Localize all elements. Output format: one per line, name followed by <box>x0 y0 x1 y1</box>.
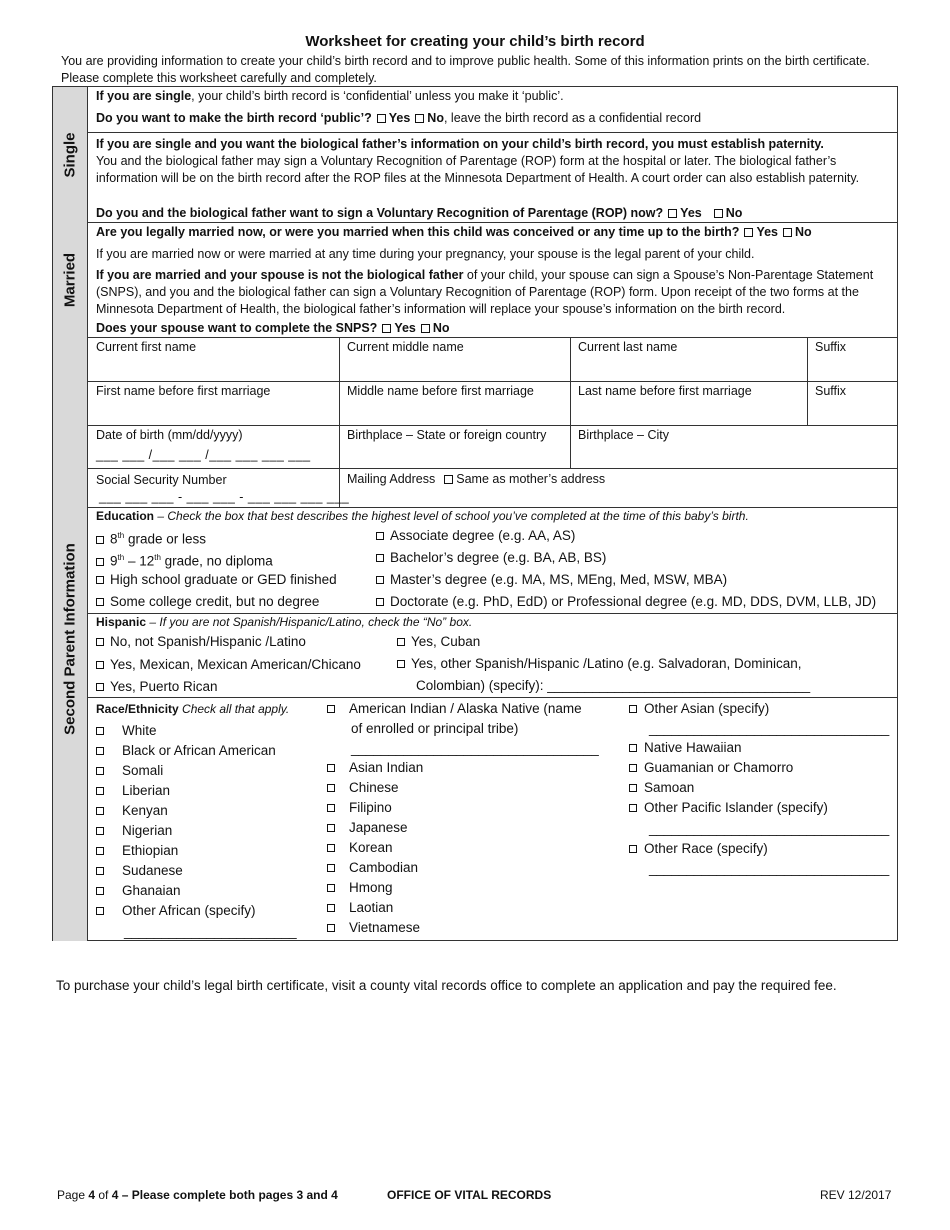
hispanic-option[interactable]: Yes, Puerto Rican <box>96 678 218 695</box>
race-option[interactable]: Cambodian <box>327 859 418 876</box>
rop-yes-checkbox[interactable] <box>668 209 677 218</box>
checkbox[interactable] <box>96 661 104 669</box>
married-no-checkbox[interactable] <box>783 228 792 237</box>
race-option[interactable]: White <box>96 722 157 739</box>
checkbox[interactable] <box>327 804 335 812</box>
race-option[interactable]: Other African (specify) <box>96 902 256 919</box>
race-option[interactable]: Other Race (specify) <box>629 840 768 857</box>
race-option[interactable]: Somali <box>96 762 163 779</box>
hispanic-specify[interactable]: Colombian) (specify): ___________________________________ <box>416 678 811 693</box>
form-frame <box>52 86 898 941</box>
married-legal-parent: If you are married now or were married at any time during your pregnancy, your spouse is the legal parent of your child. <box>96 247 755 261</box>
race-option[interactable]: Chinese <box>327 779 399 796</box>
hispanic-option[interactable]: Yes, Mexican, Mexican American/Chicano <box>96 656 361 673</box>
suffix-before-marriage-field[interactable]: Suffix <box>815 384 847 398</box>
tribe-blank[interactable]: _________________________________ <box>351 741 599 756</box>
checkbox[interactable] <box>96 867 104 875</box>
checkbox[interactable] <box>327 864 335 872</box>
middle-name-before-marriage-field[interactable]: Middle name before first marriage <box>347 384 534 398</box>
current-middle-name-field[interactable]: Current middle name <box>347 340 464 354</box>
snps-yes-checkbox[interactable] <box>382 324 391 333</box>
snps-no-checkbox[interactable] <box>421 324 430 333</box>
checkbox[interactable] <box>96 598 104 606</box>
second-parent-label-text: Second Parent Information <box>61 543 79 735</box>
date-of-birth-blank[interactable]: ___ ___ /___ ___ /___ ___ ___ ___ <box>96 448 311 462</box>
checkbox[interactable] <box>96 807 104 815</box>
checkbox[interactable] <box>327 904 335 912</box>
first-name-before-marriage-field[interactable]: First name before first marriage <box>96 384 271 398</box>
married-section-label <box>53 222 88 338</box>
race-option[interactable]: Nigerian <box>96 822 172 839</box>
checkbox[interactable] <box>397 638 405 646</box>
date-of-birth-field[interactable]: Date of birth (mm/dd/yyyy) <box>96 428 243 442</box>
race-option[interactable]: Guamanian or Chamorro <box>629 759 793 776</box>
mailing-address-field[interactable]: Mailing Address Same as mother’s address <box>347 472 606 486</box>
divider <box>88 697 897 698</box>
checkbox[interactable] <box>96 638 104 646</box>
checkbox[interactable] <box>96 558 104 566</box>
edu-option[interactable]: Doctorate (e.g. PhD, EdD) or Professional degree (e.g. MD, DDS, DVM, LLB, JD) <box>376 593 876 610</box>
race-option[interactable]: Japanese <box>327 819 408 836</box>
edu-option[interactable]: Master’s degree (e.g. MA, MS, MEng, Med, MSW, MBA) <box>376 571 727 588</box>
divider <box>88 132 897 133</box>
ssn-blank[interactable]: ___ ___ ___ - ___ ___ - ___ ___ ___ ___ <box>99 490 350 504</box>
second-parent-section-label <box>53 337 88 941</box>
race-option[interactable]: Native Hawaiian <box>629 739 742 756</box>
race-option[interactable]: Black or African American <box>96 742 276 759</box>
checkbox[interactable] <box>96 536 104 544</box>
checkbox[interactable] <box>96 887 104 895</box>
birthplace-state-field[interactable]: Birthplace – State or foreign country <box>347 428 547 442</box>
other-african-blank[interactable]: _______________________ <box>124 924 297 939</box>
single-public-question: Do you want to make the birth record ‘public’? Yes No, leave the birth record as a confidential record <box>96 111 702 125</box>
single-intro: If you are single, your child’s birth record is ‘confidential’ unless you make it ‘public’. <box>96 89 564 103</box>
checkbox[interactable] <box>96 767 104 775</box>
divider <box>53 222 897 223</box>
race-option[interactable]: American Indian / Alaska Native (name <box>327 700 582 717</box>
hispanic-heading: Hispanic – If you are not Spanish/Hispanic/Latino, check the “No” box. <box>96 615 473 629</box>
checkbox[interactable] <box>96 787 104 795</box>
checkbox[interactable] <box>327 924 335 932</box>
footer-office: OFFICE OF VITAL RECORDS <box>387 1188 552 1202</box>
education-heading: Education – Check the box that best describes the highest level of school you’ve completed at the time of this baby’s birth. <box>96 509 749 523</box>
snps-question: Does your spouse want to complete the SNPS? Yes No <box>96 321 450 335</box>
checkbox[interactable] <box>376 532 384 540</box>
race-option[interactable]: Sudanese <box>96 862 183 879</box>
checkbox[interactable] <box>327 764 335 772</box>
checkbox[interactable] <box>96 827 104 835</box>
tribe-label: of enrolled or principal tribe) <box>351 721 519 736</box>
current-first-name-field[interactable]: Current first name <box>96 340 197 354</box>
divider <box>53 337 897 338</box>
checkbox[interactable] <box>96 907 104 915</box>
race-option[interactable]: Other Pacific Islander (specify) <box>629 799 828 816</box>
race-heading: Race/Ethnicity Check all that apply. <box>96 702 290 716</box>
footer-revision: REV 12/2017 <box>820 1188 892 1202</box>
paternity-info: If you are single and you want the biological father’s information on your child’s birth record, you must establish paternity. You and the biological father may sign a Voluntary Recognition of Parentage (ROP) form at the hospital or later. The biological father’s information will be on the birth record after the ROP files at the Minnesota Department of Health. A court order can also establish paternity. <box>96 137 860 185</box>
intro-text: You are providing information to create your child’s birth record and to improve public health. Some of this information prints on the birth certificate. Please complete this worksheet carefully and completely. <box>61 54 870 85</box>
checkbox[interactable] <box>327 824 335 832</box>
grid-line <box>339 337 340 507</box>
checkbox[interactable] <box>376 598 384 606</box>
race-option[interactable]: Hmong <box>327 879 393 896</box>
single-label-text: Single <box>61 132 79 178</box>
other-asian-blank[interactable]: ________________________________ <box>649 721 890 736</box>
checkbox[interactable] <box>96 847 104 855</box>
page-title: Worksheet for creating your child’s birth record <box>305 33 645 50</box>
edu-option[interactable]: High school graduate or GED finished <box>96 571 337 588</box>
checkbox[interactable] <box>96 683 104 691</box>
checkbox[interactable] <box>629 744 637 752</box>
checkbox[interactable] <box>327 705 335 713</box>
rop-question: Do you and the biological father want to sign a Voluntary Recognition of Parentage (ROP) now? Yes No <box>96 206 743 220</box>
grid-line <box>570 337 571 468</box>
edu-option[interactable]: Bachelor’s degree (e.g. BA, AB, BS) <box>376 549 606 566</box>
married-yes-checkbox[interactable] <box>744 228 753 237</box>
race-option[interactable]: Asian Indian <box>327 759 423 776</box>
checkbox[interactable] <box>629 705 637 713</box>
rop-no-checkbox[interactable] <box>714 209 723 218</box>
purchase-note: To purchase your child’s legal birth certificate, visit a county vital records office to complete an application and pay the required fee. <box>56 978 837 993</box>
single-section-label <box>53 87 88 223</box>
checkbox[interactable] <box>629 845 637 853</box>
edu-option[interactable]: 9th – 12th grade, no diploma <box>96 549 273 570</box>
checkbox[interactable] <box>376 576 384 584</box>
footer-page: Page 4 of 4 – Please complete both pages 3 and 4 <box>57 1188 338 1202</box>
checkbox[interactable] <box>327 784 335 792</box>
divider <box>88 425 897 426</box>
checkbox[interactable] <box>397 660 405 668</box>
race-option[interactable]: Laotian <box>327 899 393 916</box>
married-label-text: Married <box>61 252 79 308</box>
divider <box>88 381 897 382</box>
race-option[interactable]: Samoan <box>629 779 694 796</box>
last-name-before-marriage-field[interactable]: Last name before first marriage <box>578 384 752 398</box>
race-option[interactable]: Ghanaian <box>96 882 181 899</box>
other-pacific-blank[interactable]: ________________________________ <box>649 821 890 836</box>
race-option[interactable]: Liberian <box>96 782 170 799</box>
snps-info: If you are married and your spouse is not the biological father of your child, your spouse can sign a Spouse’s Non-Parentage Statement (SNPS), and you and the biological father can sign a Voluntary Recognition of Parentage (ROP) form. Upon receipt of the two forms at the Minnesota Department of Health, the biological father’s information will replace your spouse’s information on the birth record. <box>96 268 874 316</box>
hispanic-option[interactable]: Yes, other Spanish/Hispanic /Latino (e.g. Salvadoran, Dominican, <box>397 655 801 672</box>
checkbox[interactable] <box>96 576 104 584</box>
divider <box>88 468 897 469</box>
race-option[interactable]: Vietnamese <box>327 919 420 936</box>
public-no-checkbox[interactable] <box>415 114 424 123</box>
married-question: Are you legally married now, or were you married when this child was conceived or any time up to the birth? Yes No <box>96 225 812 239</box>
edu-option[interactable]: Some college credit, but no degree <box>96 593 319 610</box>
edu-option[interactable]: Associate degree (e.g. AA, AS) <box>376 527 575 544</box>
ssn-field[interactable]: Social Security Number <box>96 473 227 487</box>
public-yes-checkbox[interactable] <box>377 114 386 123</box>
same-address-checkbox[interactable] <box>444 475 453 484</box>
race-option[interactable]: Filipino <box>327 799 392 816</box>
hispanic-option[interactable]: No, not Spanish/Hispanic /Latino <box>96 633 306 650</box>
edu-option[interactable]: 8th grade or less <box>96 527 206 548</box>
checkbox[interactable] <box>327 884 335 892</box>
checkbox[interactable] <box>629 764 637 772</box>
checkbox[interactable] <box>96 747 104 755</box>
race-option[interactable]: Other Asian (specify) <box>629 700 769 717</box>
other-race-blank[interactable]: ________________________________ <box>649 861 890 876</box>
checkbox[interactable] <box>327 844 335 852</box>
hispanic-option[interactable]: Yes, Cuban <box>397 633 480 650</box>
current-suffix-field[interactable]: Suffix <box>815 340 847 354</box>
birthplace-city-field[interactable]: Birthplace – City <box>578 428 670 442</box>
race-option[interactable]: Kenyan <box>96 802 168 819</box>
checkbox[interactable] <box>96 727 104 735</box>
checkbox[interactable] <box>629 804 637 812</box>
checkbox[interactable] <box>629 784 637 792</box>
race-option[interactable]: Ethiopian <box>96 842 178 859</box>
race-option[interactable]: Korean <box>327 839 393 856</box>
checkbox[interactable] <box>376 554 384 562</box>
current-last-name-field[interactable]: Current last name <box>578 340 678 354</box>
